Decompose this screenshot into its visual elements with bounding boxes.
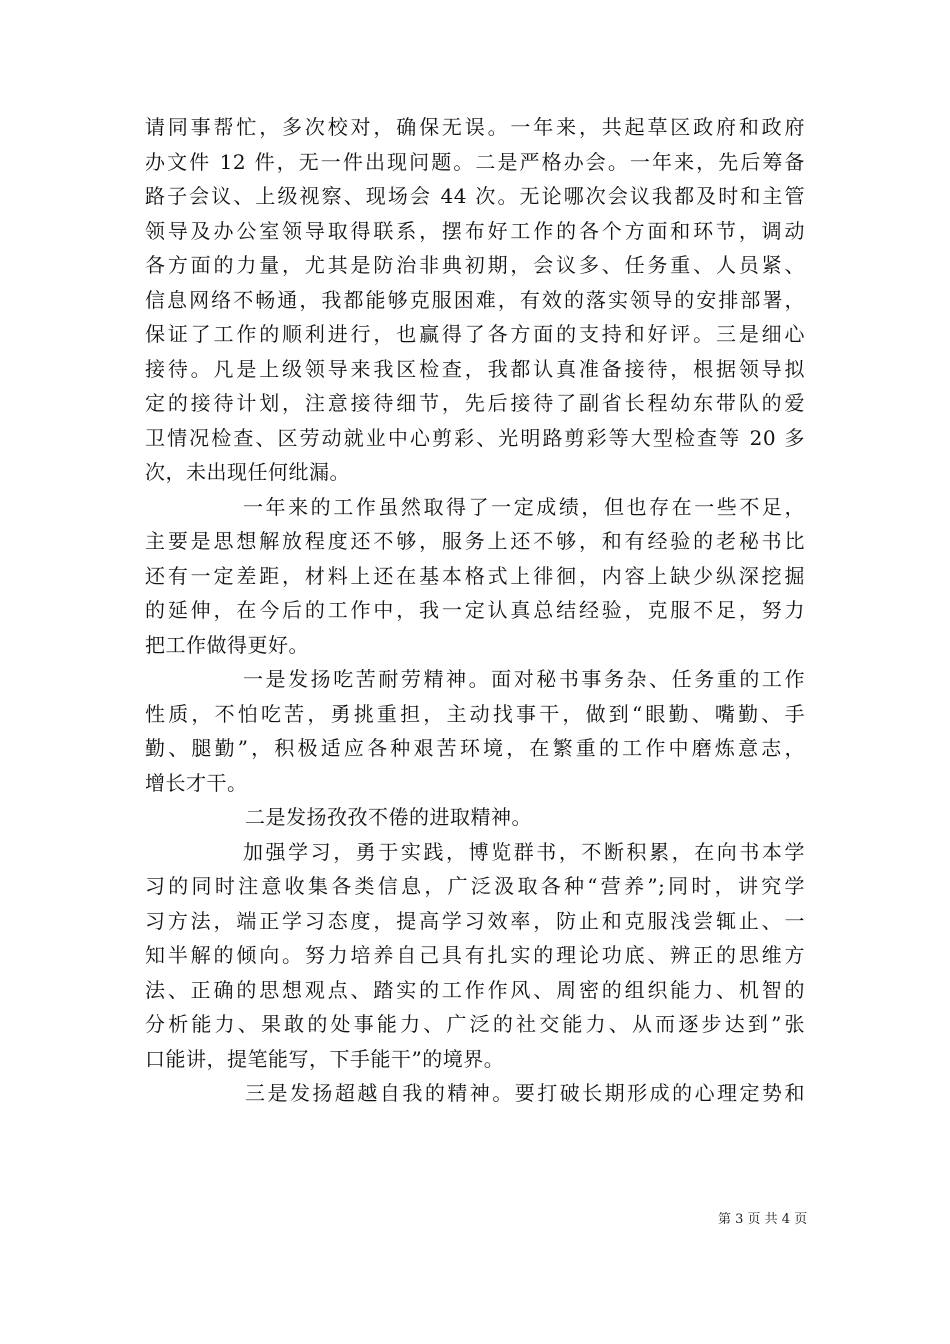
paragraph-first-line: 一年来的工作虽然取得了一定成绩，但也存在一些不足， (243, 494, 805, 519)
text-line: 次，未出现任何纰漏。 (145, 460, 350, 484)
body-text (145, 110, 805, 1111)
text-line: 口能讲，提笔能写，下手能干”的境界。 (145, 1046, 505, 1071)
text-line: 领导及办公室领导取得联系，摆布好工作的各个方面和环节，调动 (145, 218, 805, 243)
text-line: 把工作做得更好。 (145, 632, 309, 657)
text-line: 分析能力、果敢的处事能力、广泛的社交能力、从而逐步达到”张 (145, 1012, 805, 1036)
text-line: 增长才干。 (145, 770, 248, 795)
text-line: 法、正确的思想观点、踏实的工作作风、周密的组织能力、机智的 (145, 977, 805, 1002)
text-line: 知半解的倾向。努力培养自己具有扎实的理论功底、辨正的思维方 (145, 943, 805, 967)
paragraph-first-line: 加强学习，勇于实践，博览群书，不断积累，在向书本学 (243, 839, 805, 864)
text-line: 定的接待计划，注意接待细节，先后接待了副省长程幼东带队的爱 (145, 391, 805, 415)
paragraph-first-line: 一是发扬吃苦耐劳精神。面对秘书事务杂、任务重的工作 (243, 667, 805, 691)
text-line: 还有一定差距，材料上还在基本格式上徘徊，内容上缺少纵深挖掘 (145, 563, 805, 588)
page-number: 第 3 页 共 4 页 (718, 1212, 808, 1227)
text-line: 主要是思想解放程度还不够，服务上还不够，和有经验的老秘书比 (145, 529, 805, 553)
text-line: 办文件 12 件，无一件出现问题。二是严格办会。一年来，先后筹备 (145, 149, 805, 174)
text-line: 卫情况检查、区劳动就业中心剪彩、光明路剪彩等大型检查等 20 多 (145, 425, 805, 450)
text-line: 接待。凡是上级领导来我区检查，我都认真准备接待，根据领导拟 (145, 356, 805, 381)
text-line: 习方法，端正学习态度，提高学习效率，防止和克服浅尝辄止、一 (145, 908, 805, 933)
text-line: 性质，不怕吃苦，勇挑重担，主动找事干，做到“眼勤、嘴勤、手 (145, 701, 805, 726)
text-line: 请同事帮忙，多次校对，确保无误。一年来，共起草区政府和政府 (145, 115, 805, 139)
text-line: 信息网络不畅通，我都能够克服困难，有效的落实领导的安排部署， (145, 287, 805, 312)
text-line: 习的同时注意收集各类信息，广泛汲取各种“营养”;同时，讲究学 (145, 874, 805, 898)
section-heading: 二是发扬孜孜不倦的进取精神。 (245, 805, 532, 829)
paragraph-first-line: 三是发扬超越自我的精神。要打破长期形成的心理定势和 (245, 1081, 805, 1105)
text-line: 各方面的力量，尤其是防治非典初期，会议多、任务重、人员紧、 (145, 253, 805, 277)
text-line: 的延伸，在今后的工作中，我一定认真总结经验，克服不足，努力 (145, 598, 805, 622)
text-line: 路子会议、上级视察、现场会 44 次。无论哪次会议我都及时和主管 (145, 184, 805, 208)
text-line: 勤、腿勤”，积极适应各种艰苦环境，在繁重的工作中磨炼意志， (145, 736, 805, 760)
text-line: 保证了工作的顺利进行，也赢得了各方面的支持和好评。三是细心 (145, 322, 805, 346)
